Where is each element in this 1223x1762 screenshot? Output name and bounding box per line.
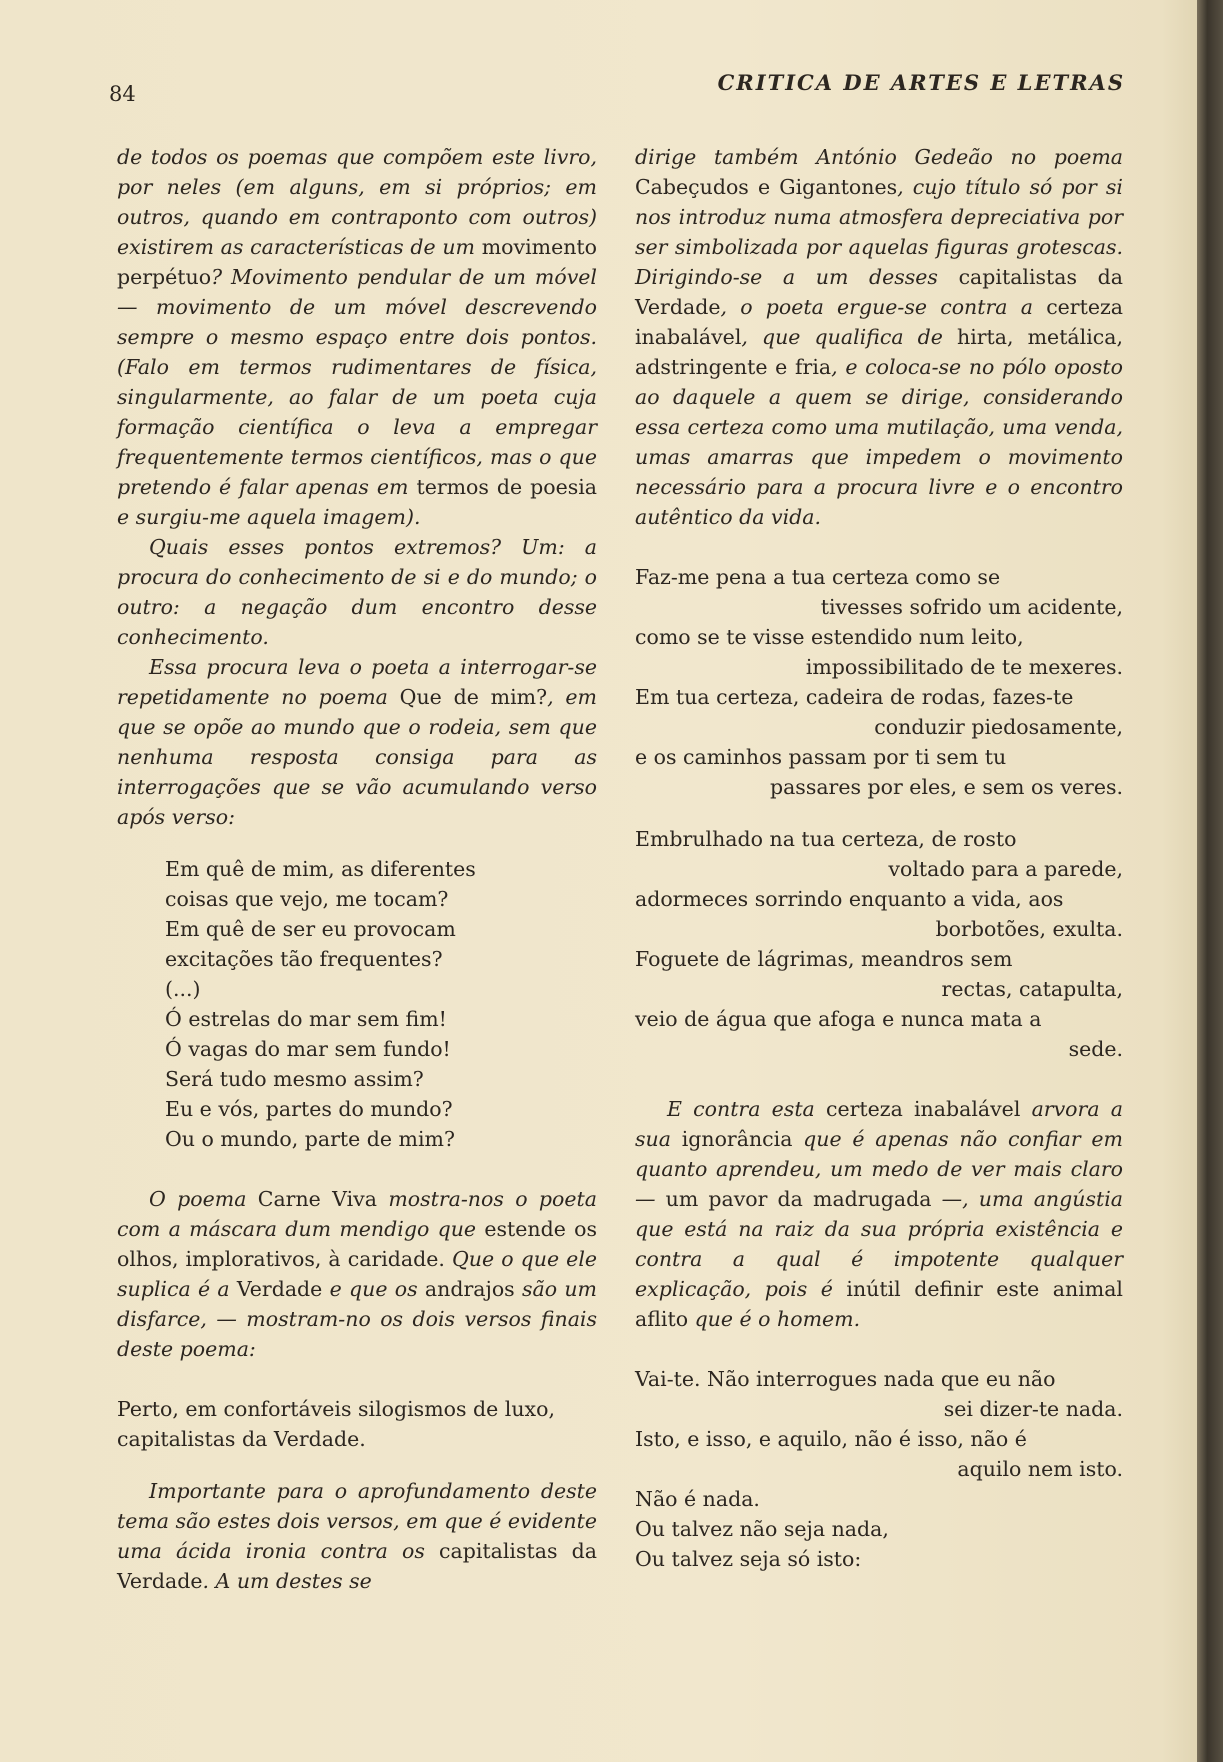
left-column (117, 142, 597, 1596)
text-run: hirta, metálica, adstringente e fria (635, 325, 1123, 379)
verse-line: Em quê de ser eu provocam (165, 917, 456, 941)
text-run: de todos os poemas que compõem este livro, por neles (em alguns, em si próprios; em outros, quando em contraponto com outros) existirem as características de um (117, 145, 597, 259)
poem-cabecudos-stanza-1 (635, 562, 1123, 802)
verse-line: impossibilitado de te mexeres. (805, 655, 1123, 679)
verse-line: Isto, e isso, e aquilo, não é isso, não é (635, 1427, 1027, 1451)
left-paragraph-5 (117, 1476, 597, 1596)
verse-line: veio de água que afoga e nunca mata a (635, 1007, 1042, 1031)
text-run: um pavor da madrugada (665, 1187, 932, 1211)
text-run: Verdade (236, 1277, 323, 1301)
right-paragraph-2 (635, 1094, 1123, 1334)
text-run: que é o homem. (688, 1307, 861, 1331)
text-run: e que os (322, 1277, 425, 1301)
text-run: . A um destes se (202, 1569, 372, 1593)
verse-line: Foguete de lágrimas, meandros sem (635, 947, 1013, 971)
text-run: certeza inabalável (635, 295, 1123, 349)
verse-line: e os caminhos passam por ti sem tu (635, 745, 1007, 769)
poem-cabecudos-stanza-2 (635, 824, 1123, 1064)
verse-line: rectas, catapulta, (941, 977, 1123, 1001)
text-run: Carne Viva (257, 1187, 377, 1211)
verse-line: passares por eles, e sem os veres. (769, 775, 1123, 799)
text-run: ? Movimento pendular de um móvel — movimento de um móvel descrevendo sempre o mesmo espaço entre dois pontos. (Falo em termos rudimentares de física, singularmente, ao falar de um poeta cuja formação científica o leva a empregar frequentemente termos científicos, mas o que pretendo é falar apenas em (117, 265, 597, 499)
right-column (635, 142, 1123, 1574)
verse-line: voltado para a parede, (888, 857, 1123, 881)
text-run: , cujo título só por si nos introduz numa atmosfera depreciativa por ser simbolizada por aquelas figuras grotescas. Dirigindo-se a um desses (635, 175, 1123, 289)
verse-line: sede. (1068, 1037, 1123, 1061)
verse-line: Não é nada. (635, 1487, 760, 1511)
verse-line: adormeces sorrindo enquanto a vida, aos (635, 887, 1064, 911)
left-paragraph-2 (117, 532, 597, 652)
text-run: e surgiu-me aquela imagem). (117, 505, 421, 529)
text-run: termos de poesia (416, 475, 598, 499)
verse-line: (...) (165, 977, 201, 1001)
book-binding-edge (1197, 0, 1223, 1762)
text-run: , que qualifica de (741, 325, 957, 349)
text-run: Que o que ele suplica é a (117, 1247, 598, 1301)
text-run: são um disfarce, — mostram-no os dois versos finais deste poema: (117, 1277, 597, 1361)
text-run: arvora a sua (635, 1097, 1123, 1151)
text-run: ignorância (681, 1127, 793, 1151)
right-paragraph-1 (635, 142, 1123, 532)
poem-que-de-mim (117, 854, 597, 1154)
text-run: —, uma angústia que está na raiz da sua própria existência e contra a qual é impotente qualquer explicação, pois é (635, 1187, 1123, 1301)
verse-line: excitações tão frequentes? (165, 947, 443, 971)
verse-line: sei dizer-te nada. (943, 1397, 1123, 1421)
text-run: inútil definir este animal aflito (635, 1277, 1123, 1331)
verse-line: Ou talvez seja só isto: (635, 1547, 862, 1571)
verse-line: borbotões, exulta. (935, 917, 1123, 941)
running-title: CRITICA DE ARTES E LETRAS (717, 70, 1125, 95)
verse-line: Vai-te. Não interrogues nada que eu não (635, 1367, 1056, 1391)
text-run: mostra-nos o poeta com a máscara dum mendigo que (117, 1187, 597, 1241)
text-run: capitalistas da Verdade (635, 265, 1123, 319)
verse-line: Será tudo mesmo assim? (165, 1067, 424, 1091)
verse-line: capitalistas da Verdade. (117, 1427, 366, 1451)
text-run: certeza inabalável (825, 1097, 1021, 1121)
text-run: andrajos (424, 1277, 515, 1301)
verse-line: Em quê de mim, as diferentes (165, 857, 476, 881)
text-run: , e coloca-se no pólo oposto ao daquele a quem se dirige, considerando essa certeza como uma mutilação, uma venda, umas amarras que impedem o movimento necessário para a procura livre e o encontro autêntico da vida. (635, 355, 1123, 529)
verse-line: tivesses sofrido um acidente, (820, 595, 1123, 619)
text-run: E contra esta (667, 1097, 826, 1121)
text-run: Cabeçudos e Gigantones (635, 175, 898, 199)
text-run: Importante para o aprofundamento deste tema são estes dois versos, em que é evidente uma ácida ironia contra os (117, 1479, 597, 1563)
text-run: , em que se opõe ao mundo que o rodeia, sem que nenhuma resposta consiga para as interrogações que se vão acumulando verso após verso: (117, 685, 597, 829)
left-paragraph-3 (117, 652, 597, 832)
verse-line: Ou talvez não seja nada, (635, 1517, 889, 1541)
verse-line: como se te visse estendido num leito, (635, 625, 1024, 649)
verse-line: Ou o mundo, parte de mim? (165, 1127, 455, 1151)
verse-line: Perto, em confortáveis silogismos de luxo, (117, 1397, 555, 1421)
verse-line: Faz-me pena a tua certeza como se (635, 565, 1001, 589)
verse-line: Em tua certeza, cadeira de rodas, fazes-te (635, 685, 1074, 709)
text-run: O poema (149, 1187, 258, 1211)
verse-line: Embrulhado na tua certeza, de rosto (635, 827, 1017, 851)
verse-line: coisas que vejo, me tocam? (165, 887, 449, 911)
text-run: dirige também António Gedeão no poema (635, 145, 1123, 169)
verse-line: conduzir piedosamente, (874, 715, 1123, 739)
text-run: Essa procura leva o poeta a interrogar-se repetidamente no poema (117, 655, 597, 709)
text-run: que é apenas não confiar em quanto aprendeu, um medo de ver mais claro — (635, 1127, 1123, 1211)
verse-line: Ó estrelas do mar sem fim! (165, 1007, 447, 1031)
text-run: movimento perpétuo (117, 235, 597, 289)
verse-line: Ó vagas do mar sem fundo! (165, 1037, 451, 1061)
text-run: , o poeta ergue-se contra a (720, 295, 1047, 319)
text-run: estende os olhos, implorativos, à caridade. (117, 1217, 597, 1271)
page-number: 84 (109, 82, 136, 106)
poem-vai-te (635, 1364, 1123, 1574)
verse-line: Eu e vós, partes do mundo? (165, 1097, 453, 1121)
left-paragraph-4 (117, 1184, 597, 1364)
left-paragraph-2-text: Quais esses pontos extremos? Um: a procura do conhecimento de si e do mundo; o outro: a negação dum encontro desse conhecimento. (117, 535, 597, 649)
text-run: Que de mim? (399, 685, 548, 709)
verse-line: aquilo nem isto. (957, 1457, 1123, 1481)
text-run: capitalistas da Verdade (117, 1539, 597, 1593)
left-paragraph-1 (117, 142, 597, 532)
poem-carne-viva (117, 1394, 597, 1454)
